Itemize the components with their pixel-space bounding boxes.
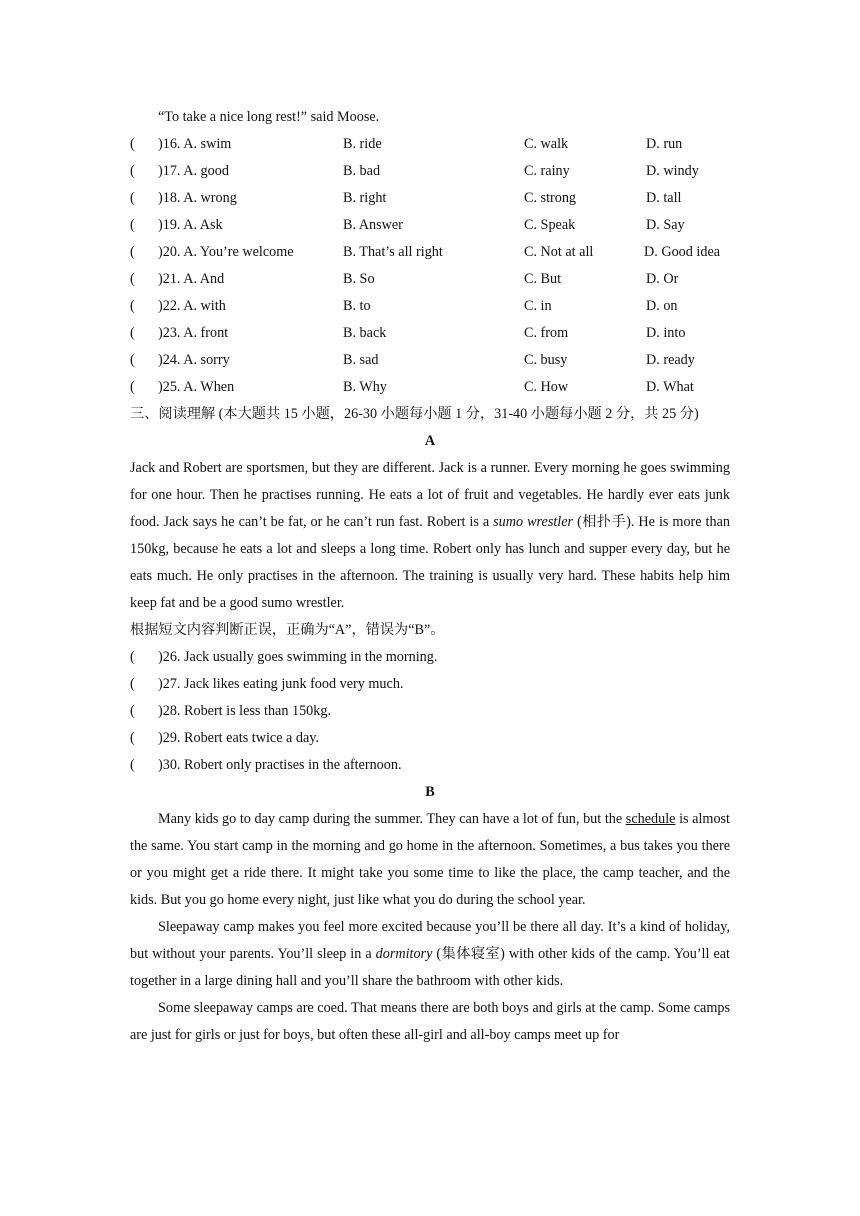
question-option-a: )25. A. When [158, 379, 235, 395]
statement-text: )29. Robert eats twice a day. [158, 730, 319, 746]
answer-bracket: ( [130, 163, 135, 179]
option-b: B. That’s all right [343, 244, 443, 260]
option-b: B. right [343, 190, 387, 206]
question-option-a: )22. A. with [158, 298, 226, 314]
true-false-statement [130, 752, 730, 779]
option-d: D. ready [646, 352, 695, 368]
passage-a-text-part2: (相扑手). He is more than 150kg, because he eats a lot and sleeps a long time. Robert only has lunch and supper every day, but he eats much. He only practises in the afternoon. The training is usually very hard. These habits help him keep fat and be a good sumo wrestler. [130, 514, 730, 611]
answer-bracket: ( [130, 298, 135, 314]
statement-text: )28. Robert is less than 150kg. [158, 703, 331, 719]
option-d: D. run [646, 136, 683, 152]
answer-bracket: ( [130, 190, 135, 206]
true-false-statement [130, 698, 730, 725]
question-option-a: )21. A. And [158, 271, 225, 287]
statement-text: )27. Jack likes eating junk food very much. [158, 676, 404, 692]
cloze-question-list [130, 131, 730, 401]
passage-b-paragraph-1 [130, 806, 730, 914]
answer-bracket: ( [130, 217, 135, 233]
passage-b-p1-part1: Many kids go to day camp during the summer. They can have a lot of fun, but the [158, 811, 626, 827]
option-c: C. in [524, 298, 552, 314]
option-c: C. strong [524, 190, 577, 206]
option-d: D. Good idea [644, 244, 721, 260]
option-b: B. Why [343, 379, 387, 395]
question-option-a: )20. A. You’re welcome [158, 244, 294, 260]
answer-bracket: ( [130, 379, 135, 395]
question-option-a: )19. A. Ask [158, 217, 223, 233]
answer-bracket: ( [130, 244, 135, 260]
true-false-statement [130, 725, 730, 752]
passage-b-p2-part2: (集体寝室) with other kids of the camp. You’ll eat together in a large dining hall and you’ll share the bathroom with other kids. [130, 946, 730, 989]
answer-bracket: ( [130, 271, 135, 287]
question-option-a: )16. A. swim [158, 136, 232, 152]
option-c: C. How [524, 379, 569, 395]
option-d: D. tall [646, 190, 682, 206]
passage-b-p1-part2: is almost the same. You start camp in the morning and go home in the afternoon. Sometimes, a bus takes you there or you might get a ride there. It might take you some time to like the place, the camp teacher, and the kids. But you go home every night, just like what you do during the school year. [130, 811, 730, 908]
true-false-statement [130, 671, 730, 698]
option-c: C. But [524, 271, 562, 287]
cloze-question-row [130, 131, 730, 158]
cloze-question-row [130, 266, 730, 293]
passage-a-italic-term: sumo wrestler [493, 514, 574, 530]
option-d: D. Say [646, 217, 685, 233]
passage-b-p2-part1: Sleepaway camp makes you feel more excited because you’ll be there all day. It’s a kind of holiday, but without your parents. You’ll sleep in a [130, 919, 730, 962]
cloze-question-row [130, 320, 730, 347]
answer-bracket: ( [130, 676, 135, 692]
passage-a-text-part1: Jack and Robert are sportsmen, but they are different. Jack is a runner. Every morning he goes swimming for one hour. Then he practises running. He eats a lot of fruit and vegetables. He hardly ever eats junk food. Jack says he can’t be fat, or he can’t run fast. Robert is a [130, 460, 730, 530]
passage-a-title: A [424, 433, 436, 449]
exam-page [130, 104, 730, 1049]
section-heading: 三、阅读理解 (本大题共 15 小题，26-30 小题每小题 1 分，31-40 小题每小题 2 分，共 25 分) [130, 406, 699, 422]
cloze-question-row [130, 293, 730, 320]
underlined-word: schedule [625, 811, 676, 827]
option-c: C. walk [524, 136, 569, 152]
passage-b-paragraph-2 [130, 914, 730, 995]
option-b: B. back [343, 325, 387, 341]
question-option-a: )23. A. front [158, 325, 229, 341]
cloze-question-row [130, 185, 730, 212]
dialogue-line: “To take a nice long rest!” said Moose. [158, 109, 380, 125]
cloze-question-row [130, 374, 730, 401]
option-b: B. So [343, 271, 375, 287]
option-b: B. to [343, 298, 371, 314]
cloze-question-row [130, 158, 730, 185]
passage-b-italic-term: dormitory [375, 946, 433, 962]
answer-bracket: ( [130, 703, 135, 719]
answer-bracket: ( [130, 352, 135, 368]
option-d: D. on [646, 298, 678, 314]
option-d: D. into [646, 325, 686, 341]
answer-bracket: ( [130, 325, 135, 341]
passage-a-instruction: 根据短文内容判断正误，正确为“A”，错误为“B”。 [130, 622, 445, 638]
answer-bracket: ( [130, 730, 135, 746]
answer-bracket: ( [130, 757, 135, 773]
option-c: C. Not at all [524, 244, 594, 260]
passage-a-text [130, 455, 730, 617]
question-option-a: )17. A. good [158, 163, 229, 179]
option-b: B. ride [343, 136, 382, 152]
statement-text: )30. Robert only practises in the afternoon. [158, 757, 402, 773]
passage-b-paragraph-3: Some sleepaway camps are coed. That means there are both boys and girls at the camp. Some camps are just for girls or just for boys, but often these all-girl and all-boy camps meet up for [130, 1000, 730, 1043]
option-c: C. from [524, 325, 569, 341]
statement-text: )26. Jack usually goes swimming in the morning. [158, 649, 438, 665]
option-c: C. busy [524, 352, 568, 368]
question-option-a: )18. A. wrong [158, 190, 237, 206]
cloze-question-row [130, 347, 730, 374]
option-c: C. rainy [524, 163, 570, 179]
option-b: B. bad [343, 163, 381, 179]
option-d: D. What [646, 379, 694, 395]
answer-bracket: ( [130, 136, 135, 152]
option-d: D. Or [646, 271, 679, 287]
passage-b-title: B [425, 784, 435, 800]
cloze-question-row [130, 239, 730, 266]
answer-bracket: ( [130, 649, 135, 665]
option-b: B. sad [343, 352, 379, 368]
option-c: C. Speak [524, 217, 576, 233]
option-d: D. windy [646, 163, 699, 179]
true-false-statement [130, 644, 730, 671]
option-b: B. Answer [343, 217, 403, 233]
true-false-list [130, 644, 730, 779]
question-option-a: )24. A. sorry [158, 352, 230, 368]
cloze-question-row [130, 212, 730, 239]
